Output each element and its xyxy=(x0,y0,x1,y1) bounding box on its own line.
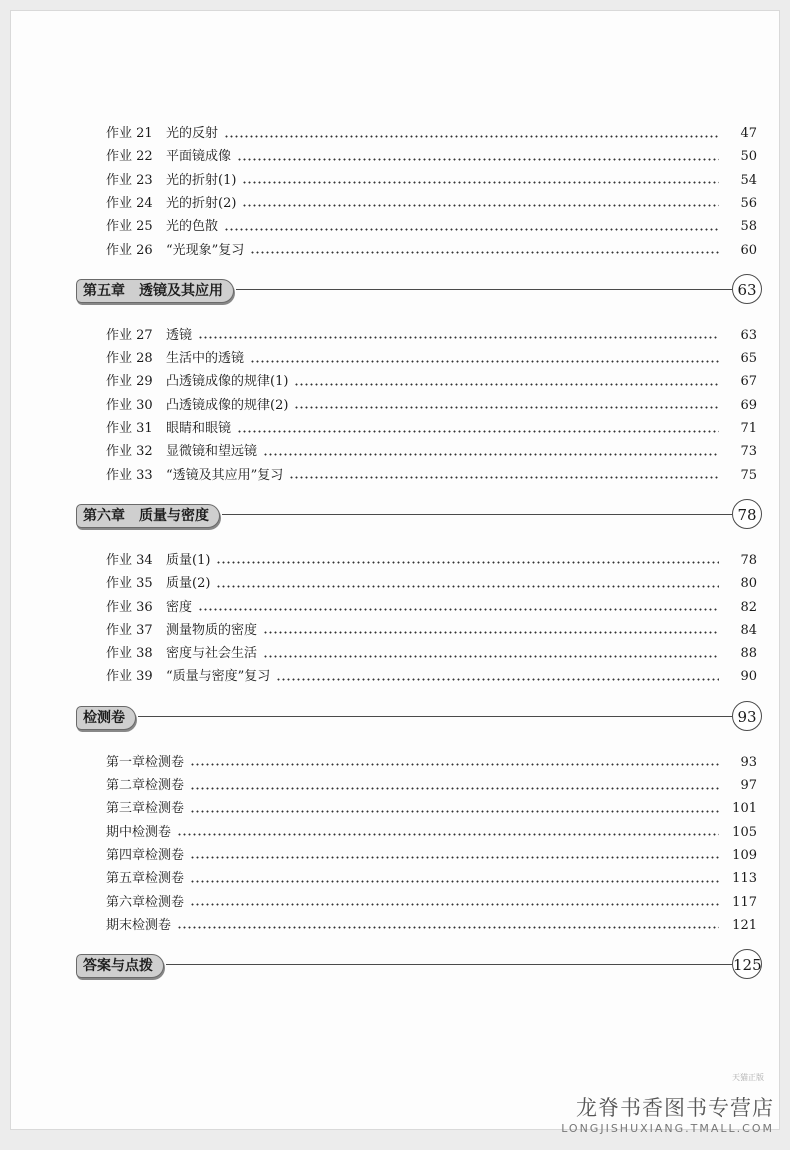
toc-entry[interactable] xyxy=(106,822,757,844)
dot-leader xyxy=(276,678,719,681)
entry-page-number: 47 xyxy=(740,126,757,141)
toc-entry[interactable] xyxy=(106,643,757,665)
chapter-page-number: 93 xyxy=(732,701,762,731)
chapter-page-number: 63 xyxy=(732,274,762,304)
chapter-header[interactable] xyxy=(76,273,762,307)
dot-leader xyxy=(237,430,719,433)
toc-entry[interactable] xyxy=(106,146,757,168)
entry-title: 第五章检测卷 xyxy=(106,871,185,887)
entry-number: 作业 39 xyxy=(106,669,153,685)
toc-entry[interactable] xyxy=(106,216,757,238)
store-watermark xyxy=(561,1092,774,1135)
chapter-rule xyxy=(236,289,732,290)
dot-leader xyxy=(242,204,719,207)
entry-title: 密度 xyxy=(166,599,193,615)
store-name: 龙脊书香图书专营店 xyxy=(576,1096,774,1120)
entry-page-number: 58 xyxy=(740,219,757,235)
toc-entry[interactable] xyxy=(106,573,757,595)
entry-page-number: 82 xyxy=(740,599,757,615)
entry-title: 光的色散 xyxy=(166,219,219,235)
entry-number: 作业 26 xyxy=(106,242,153,258)
entry-number: 作业 33 xyxy=(106,467,153,483)
entry-number: 作业 28 xyxy=(106,351,153,367)
entry-title: 眼睛和眼镜 xyxy=(166,421,232,436)
dot-leader xyxy=(224,228,719,231)
toc-entry[interactable] xyxy=(106,620,757,642)
dot-leader xyxy=(190,763,719,766)
chapter-header[interactable] xyxy=(76,948,762,982)
entry-number: 作业 30 xyxy=(106,397,153,413)
entry-page-number: 71 xyxy=(740,421,757,436)
entry-title: “质量与密度”复习 xyxy=(166,669,271,685)
entry-number: 作业 27 xyxy=(106,327,153,343)
entry-page-number: 93 xyxy=(740,754,757,770)
dot-leader xyxy=(263,453,719,456)
dot-leader xyxy=(224,135,719,138)
entry-page-number: 65 xyxy=(740,351,757,367)
dot-leader xyxy=(216,561,719,564)
toc-entry[interactable] xyxy=(106,915,757,937)
entry-page-number: 109 xyxy=(732,847,757,863)
entry-page-number: 60 xyxy=(740,242,757,258)
entry-page-number: 56 xyxy=(740,195,757,211)
toc-entry[interactable] xyxy=(106,868,757,890)
toc-entry[interactable] xyxy=(106,441,757,463)
dot-leader xyxy=(237,158,719,161)
entry-number: 作业 34 xyxy=(106,552,153,568)
entry-page-number: 117 xyxy=(732,894,757,910)
toc-entry[interactable] xyxy=(106,550,757,572)
entry-number: 作业 36 xyxy=(106,599,153,615)
entry-title: 透镜 xyxy=(166,327,193,343)
entry-title: 第二章检测卷 xyxy=(106,778,185,793)
toc-entry[interactable] xyxy=(106,798,757,820)
dot-leader xyxy=(289,476,719,479)
chapter-rule xyxy=(138,716,732,717)
toc-page xyxy=(10,10,780,1130)
entry-title: 第三章检测卷 xyxy=(106,801,185,817)
entry-title: 光的折射(1) xyxy=(166,172,237,188)
dot-leader xyxy=(250,360,719,363)
entry-title: 光的反射 xyxy=(166,126,219,141)
toc-entry[interactable] xyxy=(106,465,757,487)
entry-page-number: 101 xyxy=(732,801,757,817)
entry-page-number: 80 xyxy=(740,576,757,592)
dot-leader xyxy=(294,406,719,409)
tmall-stamp: 天猫正版 xyxy=(732,1073,764,1082)
chapter-title: 第六章 质量与密度 xyxy=(76,504,220,528)
entry-page-number: 90 xyxy=(740,669,757,685)
dot-leader xyxy=(177,926,719,929)
entry-number: 作业 38 xyxy=(106,646,153,662)
entry-number: 作业 25 xyxy=(106,219,153,235)
toc-entry[interactable] xyxy=(106,418,757,440)
chapter-header[interactable] xyxy=(76,498,762,532)
dot-leader xyxy=(190,810,719,813)
toc-entry[interactable] xyxy=(106,775,757,797)
entry-number: 作业 23 xyxy=(106,172,153,188)
chapter-title: 检测卷 xyxy=(76,706,136,730)
entry-number: 作业 32 xyxy=(106,444,153,460)
entry-title: 生活中的透镜 xyxy=(166,351,245,367)
entry-page-number: 63 xyxy=(740,327,757,343)
dot-leader xyxy=(216,585,719,588)
toc-entry[interactable] xyxy=(106,892,757,914)
dot-leader xyxy=(190,903,719,906)
entry-title: 第六章检测卷 xyxy=(106,894,185,910)
dot-leader xyxy=(190,880,719,883)
chapter-page-number: 78 xyxy=(732,499,762,529)
toc-entry[interactable] xyxy=(106,123,757,145)
entry-page-number: 75 xyxy=(740,467,757,483)
chapter-header[interactable] xyxy=(76,700,762,734)
toc-entry[interactable] xyxy=(106,597,757,619)
dot-leader xyxy=(190,787,719,790)
dot-leader xyxy=(242,181,719,184)
entry-title: 凸透镜成像的规律(1) xyxy=(166,374,289,390)
toc-entry[interactable] xyxy=(106,666,757,688)
toc-entry[interactable] xyxy=(106,170,757,192)
entry-title: 测量物质的密度 xyxy=(166,622,258,638)
dot-leader xyxy=(190,856,719,859)
entry-number: 作业 29 xyxy=(106,374,153,390)
dot-leader xyxy=(198,336,719,339)
entry-number: 作业 35 xyxy=(106,576,153,592)
dot-leader xyxy=(177,833,719,836)
chapter-rule xyxy=(166,964,732,965)
entry-title: 期末检测卷 xyxy=(106,917,172,933)
entry-title: 质量(1) xyxy=(166,552,211,568)
entry-title: 期中检测卷 xyxy=(106,824,172,840)
chapter-rule xyxy=(222,514,732,515)
entry-title: 质量(2) xyxy=(166,576,211,592)
toc-entry[interactable] xyxy=(106,395,757,417)
entry-page-number: 121 xyxy=(732,917,757,933)
dot-leader xyxy=(263,631,719,634)
entry-title: “光现象”复习 xyxy=(166,242,245,258)
entry-page-number: 88 xyxy=(740,646,757,662)
dot-leader xyxy=(198,608,719,611)
entry-page-number: 105 xyxy=(732,824,757,840)
entry-number: 作业 24 xyxy=(106,195,153,211)
entry-title: 显微镜和望远镜 xyxy=(166,444,258,460)
entry-title: 第一章检测卷 xyxy=(106,754,185,770)
entry-title: 平面镜成像 xyxy=(166,149,232,165)
entry-title: 密度与社会生活 xyxy=(166,646,258,662)
toc-entry[interactable] xyxy=(106,325,757,347)
toc-entry[interactable] xyxy=(106,240,757,262)
dot-leader xyxy=(294,383,719,386)
entry-title: 凸透镜成像的规律(2) xyxy=(166,397,289,413)
chapter-title: 答案与点拨 xyxy=(76,954,164,978)
entry-number: 作业 37 xyxy=(106,622,153,638)
entry-page-number: 67 xyxy=(740,374,757,390)
dot-leader xyxy=(263,655,719,658)
entry-number: 作业 22 xyxy=(106,149,153,165)
entry-page-number: 97 xyxy=(740,778,757,793)
toc-entry[interactable] xyxy=(106,752,757,774)
entry-title: “透镜及其应用”复习 xyxy=(166,467,284,483)
entry-page-number: 78 xyxy=(740,552,757,568)
entry-page-number: 54 xyxy=(740,172,757,188)
entry-title: 第四章检测卷 xyxy=(106,847,185,863)
toc-entry[interactable] xyxy=(106,371,757,393)
entry-number: 作业 31 xyxy=(106,421,153,436)
toc-entry[interactable] xyxy=(106,845,757,867)
entry-page-number: 113 xyxy=(732,871,757,887)
toc-entry[interactable] xyxy=(106,193,757,215)
entry-page-number: 84 xyxy=(740,622,757,638)
entry-page-number: 50 xyxy=(740,149,757,165)
dot-leader xyxy=(250,251,719,254)
entry-page-number: 73 xyxy=(740,444,757,460)
entry-number: 作业 21 xyxy=(106,126,153,141)
entry-page-number: 69 xyxy=(740,397,757,413)
store-url: LONGJISHUXIANG.TMALL.COM xyxy=(561,1122,774,1135)
chapter-page-number: 125 xyxy=(732,949,762,979)
chapter-title: 第五章 透镜及其应用 xyxy=(76,279,234,303)
toc-entry[interactable] xyxy=(106,348,757,370)
entry-title: 光的折射(2) xyxy=(166,195,237,211)
